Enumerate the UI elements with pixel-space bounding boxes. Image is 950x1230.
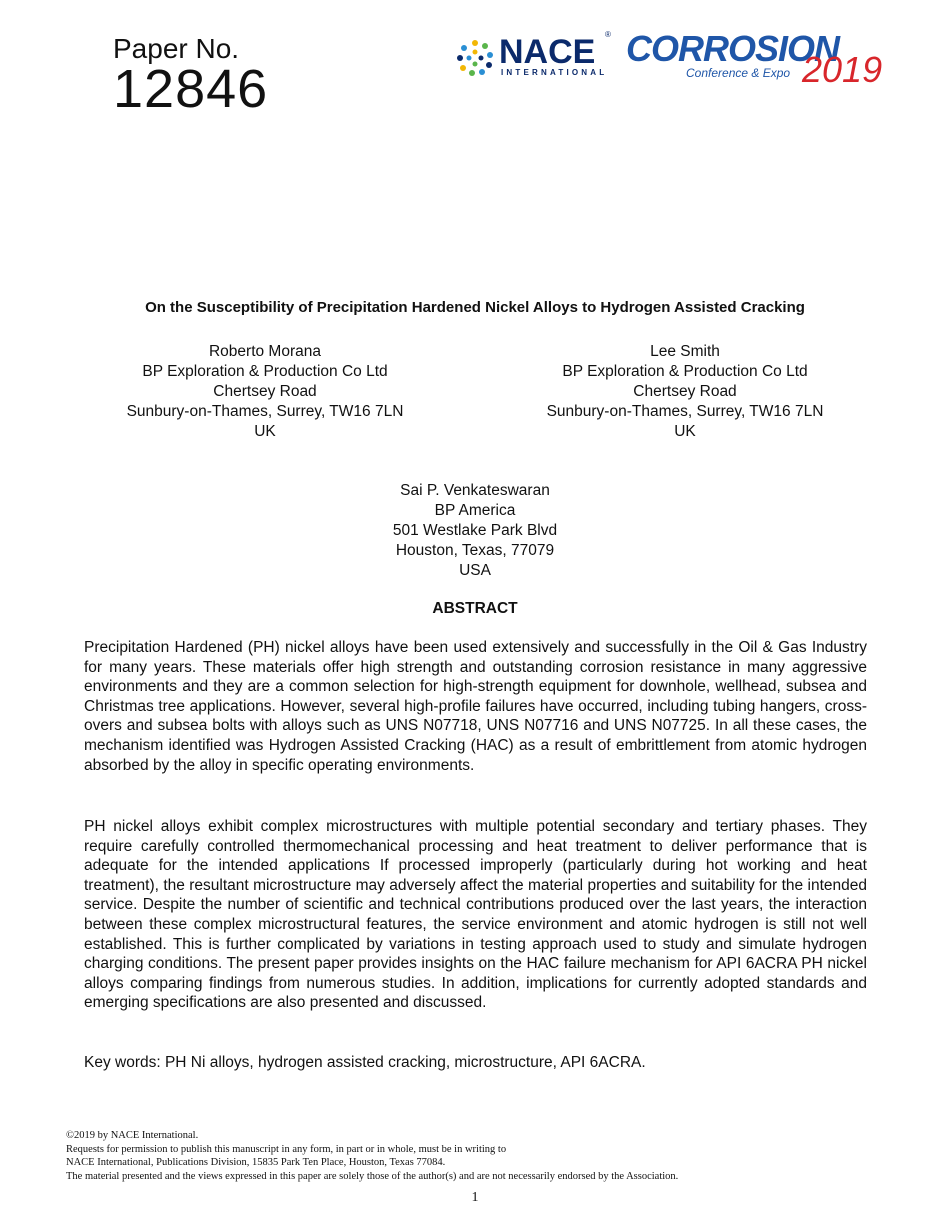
nace-logo-subtitle: INTERNATIONAL bbox=[501, 68, 608, 77]
footer-line: NACE International, Publications Division, 15835 Park Ten Place, Houston, Texas 77084. bbox=[66, 1157, 446, 1168]
author-street: Chertsey Road bbox=[633, 383, 737, 400]
nace-logo-text: NACE bbox=[499, 33, 596, 71]
corrosion-logo-subtitle: Conference & Expo bbox=[686, 66, 791, 80]
nace-globe-icon bbox=[455, 38, 495, 78]
author-block-3 bbox=[310, 481, 640, 581]
paper-label: Paper No. bbox=[113, 33, 240, 64]
corrosion-logo-year: 2019 bbox=[802, 49, 883, 90]
footer-line: The material presented and the views expressed in this paper are solely those of the author(s) and are not necessarily endorsed by the Association. bbox=[66, 1170, 679, 1182]
nace-registered-mark: ® bbox=[605, 30, 611, 39]
author-block-2 bbox=[520, 342, 850, 442]
corrosion-logo-text: CORROSION bbox=[626, 28, 840, 69]
author-organization: BP Exploration & Production Co Ltd bbox=[142, 363, 388, 380]
paper-number: 12846 bbox=[113, 59, 269, 119]
author-name: Sai P. Venkateswaran bbox=[400, 482, 550, 499]
author-name: Lee Smith bbox=[650, 343, 720, 360]
keywords-line: Key words: PH Ni alloys, hydrogen assisted cracking, microstructure, API 6ACRA. bbox=[84, 1054, 646, 1071]
paper-title: On the Susceptibility of Precipitation Hardened Nickel Alloys to Hydrogen Assisted Cracking bbox=[145, 299, 805, 316]
author-name: Roberto Morana bbox=[208, 343, 321, 360]
nace-logo bbox=[455, 30, 615, 82]
author-country: UK bbox=[674, 423, 696, 440]
footer-line: Requests for permission to publish this manuscript in any form, in part or in whole, must be in writing to bbox=[66, 1143, 507, 1155]
author-country: USA bbox=[459, 562, 491, 579]
author-city: Houston, Texas, 77079 bbox=[395, 542, 555, 559]
author-street: 501 Westlake Park Blvd bbox=[392, 522, 558, 539]
author-block-1 bbox=[100, 342, 430, 442]
abstract-paragraph-2: PH nickel alloys exhibit complex microstructures with multiple potential secondary and tertiary phases. They require carefully controlled thermomechanical processing and heat treatment to deliver performance that is adequate for the intended applications If processed improperly (particularly during hot working and heat treatment), the resultant microstructure may adversely affect the material properties and suitability for the intended service. Despite the number of scientific and technical contributions produced over the last years, the interaction between these complex microstructural features, the service environment and atomic hydrogen is still not well established. This is further complicated by variations in testing approach used to study and simulate hydrogen charging conditions. The present paper provides insights on the HAC failure mechanism for API 6ACRA PH nickel alloys comparing findings from numerous studies. In addition, implications for currently adopted standards and emerging specifications are also presented and discussed. bbox=[84, 818, 867, 1012]
abstract-paragraph-1: Precipitation Hardened (PH) nickel alloys have been used extensively and successfully in the Oil & Gas Industry for many years. These materials offer high strength and outstanding corrosion resistance in many aggressive environments and they are a common selection for high-strength equipment for downhole, wellhead, subsea and Christmas tree applications. However, several high-profile failures have occurred, including tubing hangers, cross-overs and subsea bolts with alloys such as UNS N07718, UNS N07716 and UNS N07725. In all these cases, the mechanism identified was Hydrogen Assisted Cracking (HAC) as a result of embrittlement from atomic hydrogen absorbed by the alloy in specific operating environments. bbox=[84, 639, 867, 774]
footer-line: ©2019 by NACE International. bbox=[66, 1130, 199, 1141]
author-organization: BP Exploration & Production Co Ltd bbox=[562, 363, 808, 380]
author-country: UK bbox=[254, 423, 276, 440]
copyright-footer bbox=[66, 1129, 678, 1183]
author-city: Sunbury-on-Thames, Surrey, TW16 7LN bbox=[546, 403, 824, 420]
author-organization: BP America bbox=[434, 502, 516, 519]
abstract-heading: ABSTRACT bbox=[432, 600, 518, 617]
corrosion-logo bbox=[626, 30, 886, 90]
author-city: Sunbury-on-Thames, Surrey, TW16 7LN bbox=[126, 403, 404, 420]
author-street: Chertsey Road bbox=[213, 383, 317, 400]
page-number: 1 bbox=[471, 1190, 479, 1205]
